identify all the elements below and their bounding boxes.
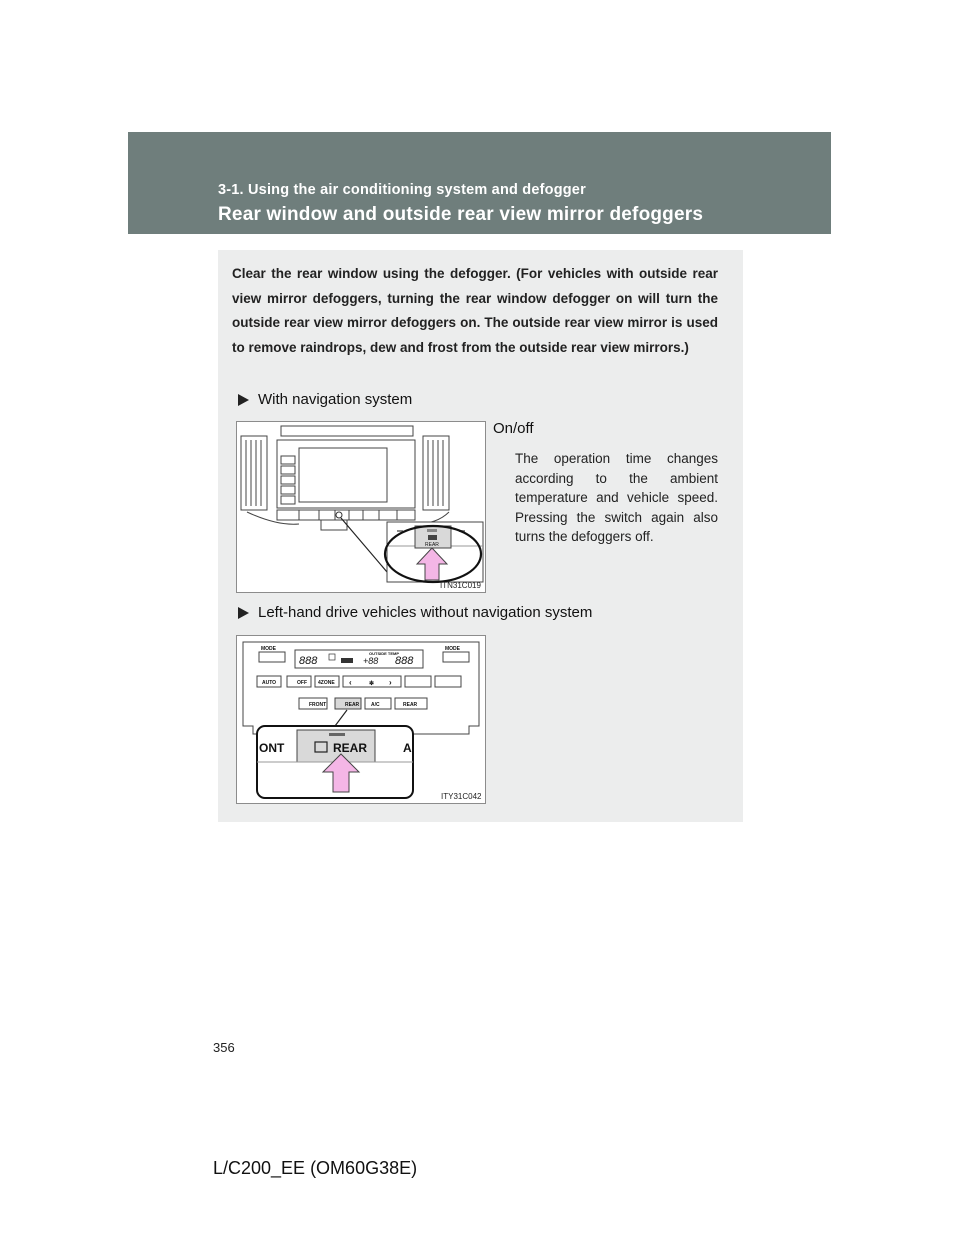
climate-panel-illustration	[237, 636, 485, 803]
figure-navigation-panel	[236, 421, 486, 593]
triangle-bullet-icon	[238, 607, 249, 619]
bullet-with-navigation	[238, 391, 412, 408]
fig2-auto: AUTO	[262, 680, 277, 686]
svg-text:‹: ‹	[349, 678, 352, 687]
figure-climate-panel	[236, 635, 486, 804]
fig2-off: OFF	[297, 680, 307, 686]
fig2-mode-right: MODE	[445, 646, 460, 652]
navigation-panel-illustration	[237, 422, 485, 592]
onoff-description: The operation time changes according to the ambient temperature and vehicle speed. Pressing the switch again also turns the defoggers off.	[515, 451, 718, 544]
fig2-display-left: 888	[299, 655, 318, 667]
figure-code-1: ITN31C019	[440, 581, 481, 590]
svg-text:✻: ✻	[369, 681, 375, 687]
fig2-front: FRONT	[309, 702, 327, 708]
bullet-label: Left-hand drive vehicles without navigation system	[258, 604, 593, 621]
page-title: Rear window and outside rear view mirror defoggers	[218, 204, 704, 225]
bullet-label: With navigation system	[258, 391, 413, 408]
svg-text:›: ›	[389, 678, 392, 687]
intro-paragraph: Clear the rear window using the defogger. (For vehicles with outside rear view mirror defoggers, turning the rear window defogger on will turn the outside rear view mirror defoggers on. The outside rear view mirror is used to remove raindrops, dew and frost from the outside rear view mirrors.)	[232, 266, 718, 355]
fig2-ac: A/C	[371, 702, 380, 708]
fig2-zoom-right: A	[403, 741, 412, 755]
section-header	[128, 132, 831, 234]
figure1-rear-label: REAR	[425, 542, 439, 548]
page-number: 356	[213, 1040, 235, 1055]
triangle-bullet-icon	[238, 394, 249, 406]
fig2-zoom-left: ONT	[259, 741, 285, 755]
bullet-without-navigation	[238, 604, 592, 621]
fig2-mode-left: MODE	[261, 646, 276, 652]
fig2-outside-temp: OUTSIDE TEMP	[369, 651, 400, 656]
fig2-display-mid: +88	[363, 656, 379, 666]
fig2-zoom-rear: REAR	[333, 741, 368, 755]
fig2-rear-btn: REAR	[403, 702, 418, 708]
fig2-rear-small: REAR	[345, 702, 360, 708]
fig2-display-right: 888	[395, 655, 414, 667]
fig2-4zone: 4ZONE	[318, 680, 335, 686]
document-footer: L/C200_EE (OM60G38E)	[213, 1158, 418, 1178]
section-title: 3-1. Using the air conditioning system and defogger	[218, 182, 586, 198]
figure-code-2: ITY31C042	[441, 792, 482, 801]
onoff-label: On/off	[493, 420, 534, 437]
